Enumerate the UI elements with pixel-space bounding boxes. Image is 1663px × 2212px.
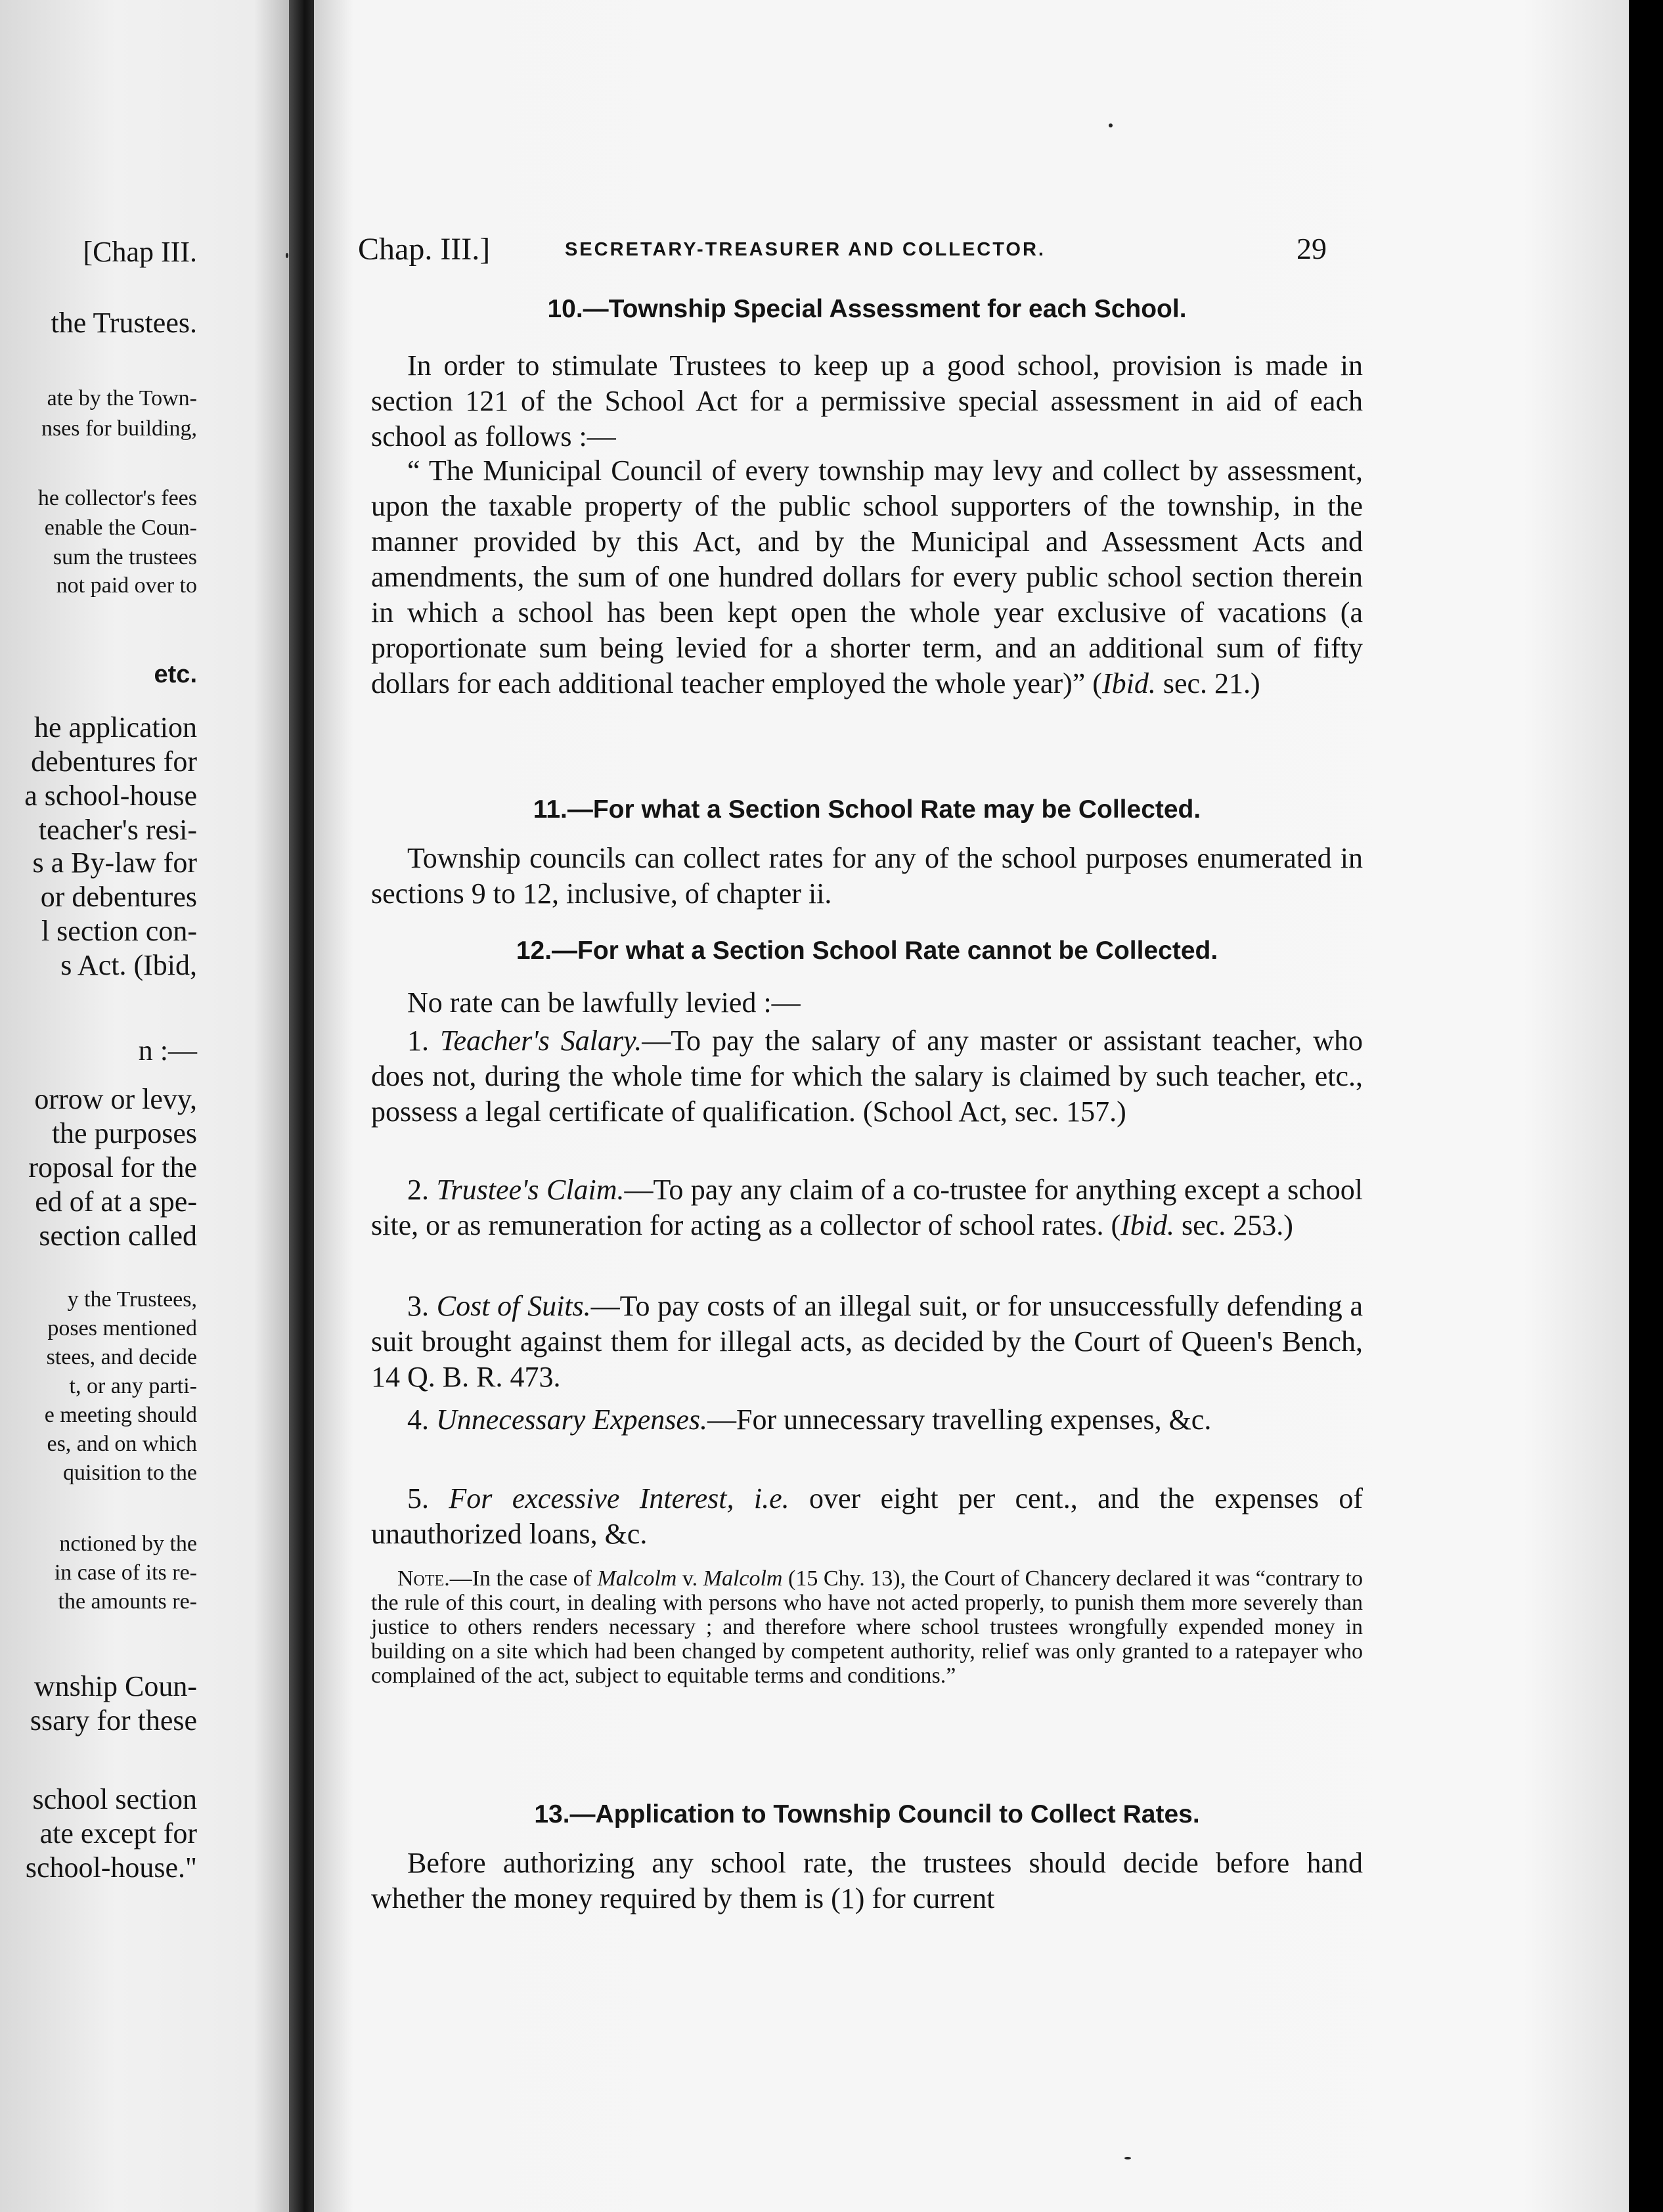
section-12-intro — [371, 985, 1363, 1021]
item-number: 1. — [407, 1025, 441, 1057]
speck — [1109, 123, 1113, 127]
rule-item-2 — [371, 1172, 1363, 1243]
item-number: 5. — [407, 1482, 449, 1515]
item-number: 2. — [407, 1174, 437, 1206]
citation-ibid: Ibid. — [1120, 1209, 1175, 1241]
item-text: —To pay any claim of a co-trustee for anything except a school site, or as remuneration for acting as a collector of school rates. ( — [371, 1174, 1363, 1241]
list-item — [371, 1172, 1363, 1243]
note-text: v. — [676, 1566, 703, 1591]
list-item — [371, 1289, 1363, 1395]
left-page-line: he collector's fees — [37, 486, 197, 510]
left-page-line: poses mentioned — [47, 1316, 197, 1340]
section-11-body — [371, 841, 1363, 912]
paragraph: Before authorizing any school rate, the trustees should decide before hand whether the money required by them is (1) for current — [371, 1847, 1363, 1914]
left-page-line: quisition to the — [63, 1461, 197, 1485]
note-text: —In the case of — [449, 1566, 598, 1591]
left-page-line: y the Trustees, — [67, 1287, 197, 1312]
left-page-line: sum the trustees — [53, 545, 197, 569]
section-10-quote — [371, 453, 1363, 701]
left-page-line: or debentures — [40, 881, 197, 913]
left-page-line: enable the Coun- — [44, 516, 197, 540]
left-page-line: he application — [33, 711, 197, 743]
item-number: 4. — [407, 1404, 436, 1436]
left-page-line: nses for building, — [41, 416, 197, 441]
left-page-line: orrow or levy, — [34, 1083, 197, 1115]
item-title: For excessive Interest, i.e. — [449, 1482, 789, 1515]
item-text: —To pay the salary of any master or assistant teacher, who does not, during the whole time for which the salary is claimed by such teacher, etc., possess a legal certificate of qualification. (School Act, sec. 157.) — [371, 1025, 1364, 1128]
left-page-line: school-house." — [25, 1851, 197, 1884]
note — [371, 1566, 1363, 1688]
rule-item-3 — [371, 1289, 1363, 1395]
section-heading: 10.—Township Special Assessment for each School. — [547, 295, 1187, 323]
citation-close: sec. 21.) — [1155, 667, 1260, 699]
note-block — [371, 1566, 1363, 1688]
section-heading: 13.—Application to Township Council to Collect Rates. — [534, 1800, 1200, 1828]
chapter-label: Chap. III.] — [358, 232, 491, 267]
item-title: Teacher's Salary. — [440, 1025, 642, 1057]
section-10-body — [371, 348, 1363, 454]
left-page-line: section called — [39, 1220, 197, 1252]
section-11 — [371, 795, 1363, 826]
left-page-line: the amounts re- — [58, 1589, 197, 1614]
running-header — [358, 231, 1327, 271]
left-page-line: t, or any parti- — [69, 1374, 197, 1398]
left-page — [0, 0, 289, 2212]
left-page-line: e meeting should — [44, 1403, 197, 1427]
rule-item-5 — [371, 1481, 1363, 1552]
left-page-line: the purposes — [51, 1117, 197, 1149]
left-page-line: n :— — [138, 1034, 197, 1067]
left-page-line: wnship Coun- — [33, 1670, 197, 1702]
left-page-line: school section — [32, 1783, 197, 1815]
left-page-line: es, and on which — [47, 1432, 197, 1456]
item-text: over eight per cent., and the expenses of unauthorized loans, &c. — [371, 1482, 1363, 1550]
left-page-line: in case of its re- — [54, 1560, 197, 1585]
item-title: Trustee's Claim. — [436, 1174, 625, 1206]
left-page-line: ate by the Town- — [47, 386, 197, 410]
quote-text: “ The Municipal Council of every township may levy and collect by assessment, upon the taxable property of the public school supporters of the township, in the manner provided by this Act, and by the Municipal and Assessment Acts and amendments, the sum of one hundred dollars for every public school section therein in which a school has been kept open the whole year exclusive of vacations (a proportionate sum being levied for a shorter term, and an additional sum of fifty dollars for each additional teacher employed the whole year)” — [371, 454, 1363, 699]
rule-item-4 — [371, 1402, 1363, 1438]
left-page-line: nctioned by the — [59, 1532, 197, 1556]
rule-item-1 — [371, 1023, 1363, 1130]
paragraph: Township councils can collect rates for any of the school purposes enumerated in sections 9 to 12, inclusive, of chapter ii. — [371, 842, 1363, 910]
section-13-body — [371, 1846, 1363, 1916]
book-gutter — [289, 0, 315, 2212]
section-heading: 12.—For what a Section School Rate cannot be Collected. — [516, 937, 1218, 965]
left-page-line: etc. — [154, 661, 197, 688]
scan-border — [1629, 0, 1663, 2212]
item-text: —To pay costs of an illegal suit, or for unsuccessfully defending a suit brought against them for illegal acts, as decided by the Court of Queen's Bench, 14 Q. B. R. 473. — [371, 1290, 1363, 1393]
left-page-line: the Trustees. — [51, 307, 197, 339]
item-title: Cost of Suits. — [436, 1290, 591, 1322]
citation-ibid: Ibid. — [1101, 667, 1156, 699]
case-name: Malcolm — [703, 1566, 783, 1591]
left-page-line: ed of at a spe- — [35, 1185, 197, 1218]
quotation — [371, 453, 1363, 701]
case-name: Malcolm — [597, 1566, 677, 1591]
left-page-line: ate except for — [39, 1817, 197, 1849]
paragraph: In order to stimulate Trustees to keep up a good school, provision is made in section 121 of the School Act for a permissive special assessment in aid of each school as follows :— — [371, 349, 1363, 453]
note-text: (15 Chy. 13), the Court of Chancery declared it was “contrary to the rule of this court, in dealing with persons who have not acted properly, to punish them more severely than justice to others renders necessary ; and therefore where school trustees wrongfully expended money in building on a site which had been changed by competent authority, relief was only granted to a ratepayer who complained of the act, subject to equitable terms and conditions.” — [371, 1566, 1364, 1688]
section-13 — [371, 1800, 1363, 1830]
section-10 — [371, 294, 1363, 325]
section-12 — [371, 936, 1363, 967]
item-title: Unnecessary Expenses. — [436, 1404, 707, 1436]
paragraph: No rate can be lawfully levied :— — [407, 986, 801, 1019]
left-page-line: [Chap III. — [83, 236, 197, 268]
note-label: Note. — [397, 1566, 450, 1591]
page-number: 29 — [1297, 232, 1327, 265]
speck — [286, 253, 288, 258]
speck — [1124, 2157, 1131, 2159]
left-page-line: a school-house — [24, 780, 197, 812]
left-page-line: not paid over to — [56, 573, 197, 598]
list-item — [371, 1402, 1363, 1438]
left-page-line: s a By-law for — [32, 847, 197, 879]
citation-open: ( — [1085, 667, 1102, 699]
left-page-line: stees, and decide — [46, 1345, 197, 1369]
left-page-line: teacher's resi- — [38, 814, 197, 846]
running-title: SECRETARY-TREASURER AND COLLECTOR. — [565, 239, 1046, 260]
item-text-end: sec. 253.) — [1174, 1209, 1293, 1241]
list-item — [371, 1481, 1363, 1552]
left-page-line: l section con- — [41, 915, 197, 947]
item-text: —For unnecessary travelling expenses, &c. — [707, 1404, 1212, 1436]
left-page-line: debentures for — [31, 745, 197, 778]
list-item — [371, 1023, 1363, 1130]
left-page-line: roposal for the — [28, 1151, 197, 1183]
section-heading: 11.—For what a Section School Rate may be Collected. — [533, 795, 1201, 824]
left-page-line: s Act. (Ibid, — [60, 949, 197, 981]
item-number: 3. — [407, 1290, 437, 1322]
left-page-line: ssary for these — [30, 1704, 197, 1736]
